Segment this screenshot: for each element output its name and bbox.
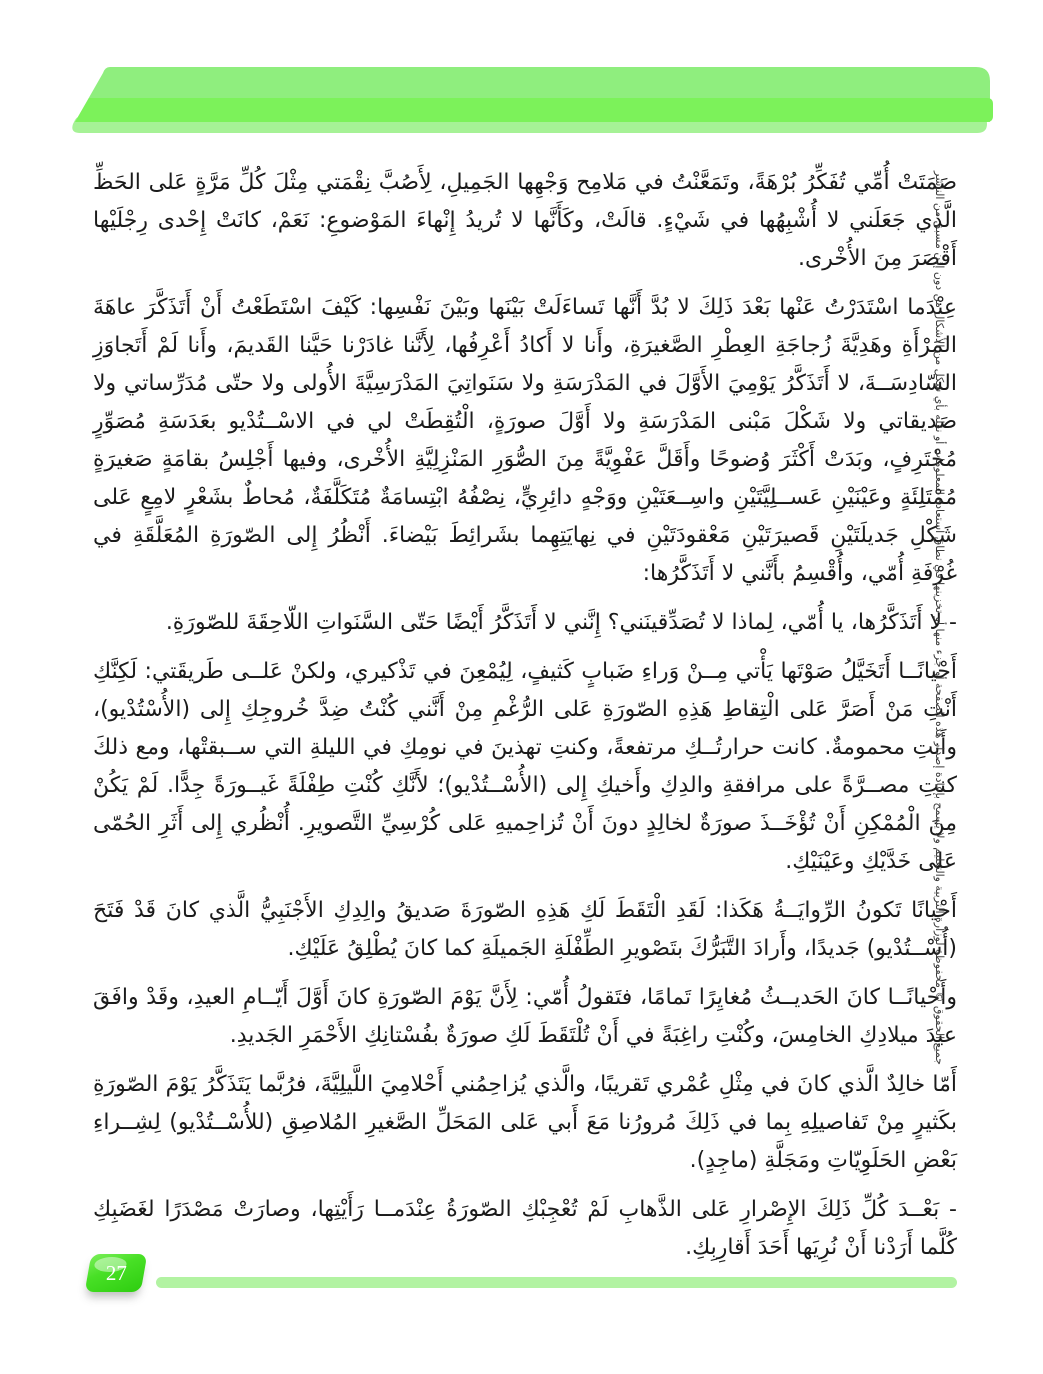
paragraph: - بَعْــدَ كُلِّ ذَلِكَ الإِصْرارِ عَلى الذَّهابِ لَمْ تُعْجِبْكِ الصّورَةُ عِنْدَمــا رَأَيْتِها، وصارَتْ مَصْدَرًا لغَضَبِكِ كُلَّما أَرَدْنا أَنْ نُرِيَها أَحَدَ أَقارِبِكِ. <box>93 1197 957 1260</box>
paragraph: صَمَتَتْ أُمِّي تُفَكِّرُ بُرْهَةً، وتَمَعَّنْتُ في مَلامِح وَجْهِها الجَمِيلِ، لِأَصُبَّ نِقْمَتي مِثْلَ كُلِّ مَرَّةٍ عَلى الحَظِّ الَّذي جَعَلَني لا أُشْبِهُها في شَيْءٍ. قالَتْ، وكَأَنَّها لا تُريدُ إِنْهاءَ المَوْضوعِ: نَعَمْ، كانَتْ إِحْدى رِجْلَيْها أَقْصَرَ مِنَ الأُخْرى. <box>93 170 957 271</box>
paragraph: - لا أَتَذَكَّرُها، يا أُمّي، لِماذا لا تُصَدِّقينَني؟ إِنَّني لا أَتَذَكَّرُ أَيْضًا حَتّى السَّنَواتِ اللّاحِقَةَ للصّورَةِ. <box>165 610 957 635</box>
copyright-notice: جميع الحقوق © محفوظة لوزارة التربية والتعليم ولا يسمح بإعادة إصدار هذه الصفحة أو جزء منها أو تخزينها في نطاق استعادة المعلومات أو نقله بأي شكل من الأشكال من دون إذن مسبق من الناشر <box>933 171 946 1065</box>
banner-mid-layer <box>75 98 993 122</box>
paragraph: أَحْيانًــا أَتَخَيَّلُ صَوْتَها يَأْتي مِــنْ وَراءِ ضَبابٍ كَثيفٍ، لِيُمْعِنَ في تَذْكيري، ولكنْ عَلــى طَريقَتي: لَكِنَّكِ أَنْتِ مَنْ أَصَرَّ عَلى الْتِقاطِ هَذِهِ الصّورَةِ عَلى الرُّغْمِ مِنْ أَنَّني كُنْتُ ضِدَّ خُروجِكِ إِلى (الأُسْتُدْيو)، وأَنتِ محمومةٌ. كانت حرارتُــكِ مرتفعةً، وكنتِ تهذينَ في نومِكِ في الليلةِ التي ســبقتْها، ومع ذلكَ كنتِ مصــرَّةً على مرافقةِ والدِكِ وأَخيكِ إِلى (الأُسْــتُدْيو)؛ لأَنَّكِ كُنْتِ طِفْلَةً غَيــورَةً جِدًّا. لَمْ يَكُنْ مِنَ الْمُمْكِنِ أَنْ تُؤْخَــذَ صورَةٌ لخالِدٍ دونَ أَنْ تُزاحِميهِ عَلى كُرْسِيِّ التَّصويرِ. أُنْظُري إِلى أَثَرِ الحُمّى عَلى خَدَّيْكِ وعَيْنَيْكِ. <box>93 659 957 874</box>
footer-rule <box>156 1277 957 1288</box>
page-number-badge <box>85 1254 148 1292</box>
paragraph: وأَحْيانًــا كانَ الحَديــثُ مُغايِرًا تَمامًا، فتَقولُ أُمّي: لِأَنَّ يَوْمَ الصّورَةِ كانَ أَوَّلَ أَيّــامِ العيدِ، وقَدْ وافَقَ عيدَ ميلادِكِ الخامِسَ، وكُنْتِ راغِبَةً في أَنْ تُلْتَقَطَ لَكِ صورَةٌ بفُسْتانِكِ الأَحْمَرِ الجَديدِ. <box>93 985 957 1048</box>
story-text <box>93 164 957 1278</box>
header-banner-shape <box>72 67 994 134</box>
paragraph: أَحْيانًا تَكونُ الرِّوايَــةُ هَكَذا: لَقَدِ الْتَقَطَ لَكِ هَذِهِ الصّورَةَ صَديقُ والِدِكِ الأَجْنَبِيُّ الَّذي كانَ قَدْ فَتَحَ (أُسْــتُدْيو) جَديدًا، وأَرادَ التَّبَرُّكَ بتَصْويرِ الطِّفْلَةِ الجَميلَةِ كما كانَ يُطْلِقُ عَلَيْكِ. <box>93 898 957 961</box>
header-banner <box>72 67 994 134</box>
page-number: 27 <box>105 1260 127 1285</box>
paragraph: أَمّا خالِدٌ الَّذي كانَ في مِثْلِ عُمْري تَقريبًا، والَّذي يُزاحِمُني أَحْلامِيَ اللَّيلِيَّةَ، فرُبَّما يَتَذَكَّرُ يَوْمَ الصّورَةِ بكَثيرٍ مِنْ تَفاصيلِهِ بِما في ذَلِكَ مُرورُنا مَعَ أَبي عَلى المَحَلِّ الصَّغيرِ المُلاصِقِ (للأُسْــتُدْيو) لِشِــراءِ بَعْضِ الحَلَوِيّاتِ ومَجَلَّةِ (ماجِدٍ). <box>93 1072 957 1173</box>
paragraph: عِنْدَما اسْتَدَرْتُ عَنْها بَعْدَ ذَلِكَ لا بُدَّ أَنَّها تَساءَلَتْ بَيْنَها وبَيْنَ نَفْسِها: كَيْفَ اسْتَطَعْتُ أَنْ أَتَذَكَّرَ عاهَةَ المَرْأَةِ وهَدِيَّةَ زُجاجَةِ العِطْرِ الصَّغيرَةِ، وأَنا لا أَكادُ أَعْرِفُها، لِأَنَّنا غادَرْنا حَيَّنا القَديمَ، وأَنا لَمْ أَتَجاوَزِ السّادِسَــةَ، لا أَتَذَكَّرُ يَوْمِيَ الأَوَّلَ في المَدْرَسَةِ ولا سَنَواتِيَ المَدْرَسِيَّةَ الأُولى ولا حتّى مُدَرِّساتي ولا صَديقاتي ولا شَكْلَ مَبْنى المَدْرَسَةِ ولا أَوَّلَ صورَةٍ، الْتُقِطَتْ لي في الاسْــتُدْيو بعَدَسَةِ مُصَوِّرٍ مُحْتَرِفٍ، وبَدَتْ أَكْثَرَ وُضوحًا وأَقَلَّ عَفْوِيَّةً مِنَ الصُّوَرِ المَنْزِلِيَّةِ الأُخْرى، وفيها أَجْلِسُ بقامَةٍ صَغيرَةٍ مُمْتَلِئَةٍ وعَيْنَيْنِ عَســلِيَّتَيْنِ واسِــعَتَيْنِ ووَجْهٍ دائِرِيٍّ، نِصْفُهُ ابْتِسامَةٌ مُتَكَلَّفَةٌ، مُحاطٌ بشَعْرٍ لامِعٍ عَلى شَكْلِ جَديلَتَيْنِ قَصيرَتَيْنِ مَعْقودَتَيْنِ في نِهايَتِهِما بشَرائِطَ بَيْضاءَ. أَنْظُرُ إِلى الصّورَةِ المُعَلَّقَةِ في غُرْفَةِ أُمّي، وأُقْسِمُ بأَنَّني لا أَتَذَكَّرُها: <box>93 295 957 586</box>
